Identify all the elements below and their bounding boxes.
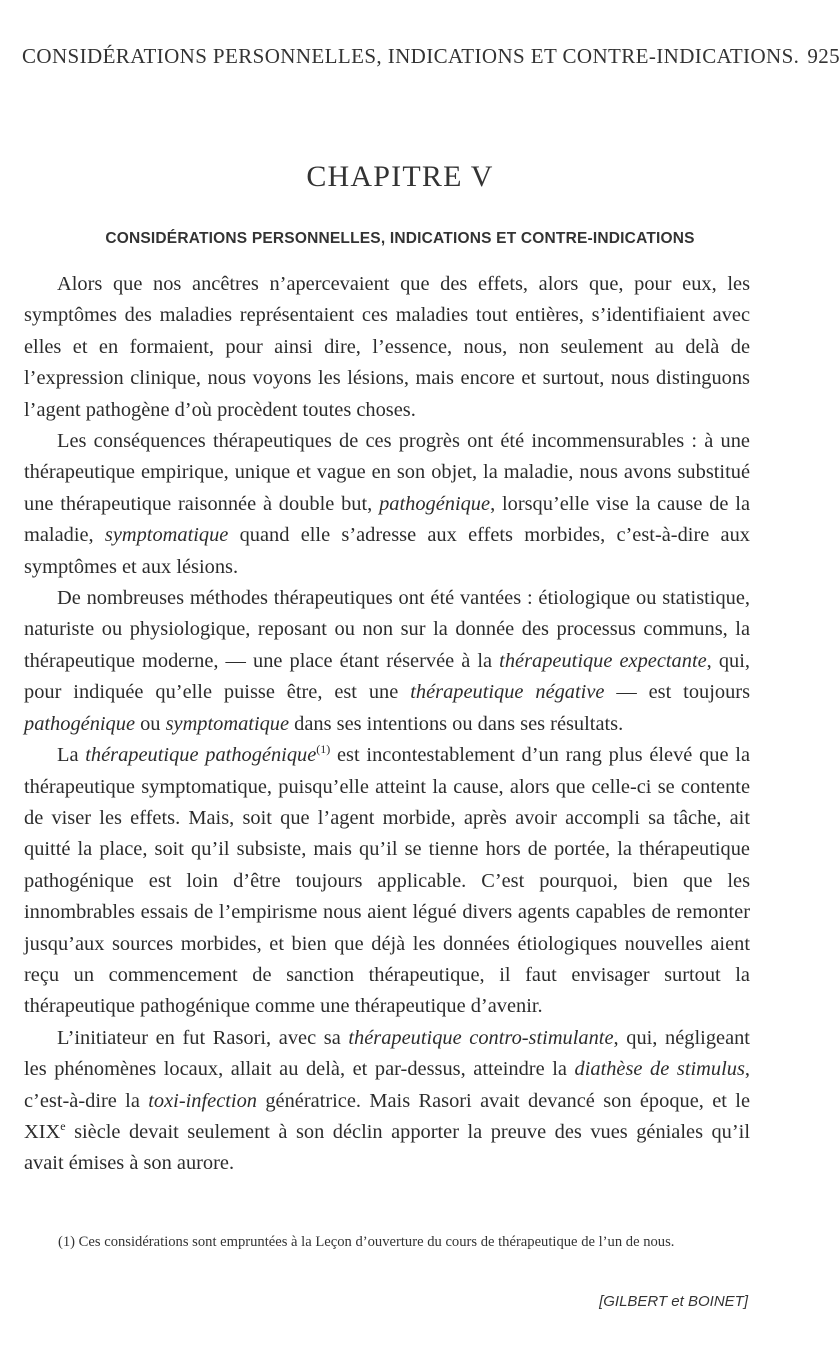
- footnote: [24, 1232, 750, 1252]
- italic-term: thérapeutique pathogénique: [85, 744, 317, 767]
- text-run: , lorsqu’elle vise la cause de la maladie,: [24, 492, 750, 547]
- text-run: L’initiateur en fut Rasori, avec sa: [57, 1026, 349, 1049]
- imprint: [GILBERT et BOINET]: [599, 1293, 748, 1310]
- footnote-marker: (1): [58, 1234, 76, 1250]
- text-run: , c’est-à-dire la: [24, 1058, 750, 1112]
- text-run: — est toujours: [604, 681, 751, 704]
- chapter-title: CHAPITRE V: [306, 160, 494, 193]
- italic-term: diathèse de stimulus: [574, 1058, 745, 1081]
- paragraph-1: Alors que nos ancêtres n’apercevaient que des effets, alors que, pour eux, les symptômes des maladies représentaient ces maladies tout entières, s’identifiaient avec elles et en formaient, pour ainsi dire, l’essence, nous, non seulement au delà de l’expression clinique, nous voyons les lésions, mais encore et surtout, nous distinguons l’agent pathogène d’où procèdent toutes choses.: [24, 273, 750, 421]
- text-run: génératrice. Mais Rasori avait devancé son époque, et le: [256, 1089, 751, 1112]
- text-run: De nombreuses méthodes thérapeutiques ont été vantées : étiologique ou statistique, naturiste ou physiologique, reposant ou non sur la donnée des processus communs, la thérapeutique moderne, — une place étant réservée à la: [24, 587, 750, 672]
- century-numeral: XIX: [24, 1120, 61, 1143]
- text-run: siècle devait seulement à son déclin apporter la preuve des vues géniales qu’il avait émises à son aurore.: [24, 1120, 750, 1175]
- text-run: , qui, pour indiquée qu’elle puisse être, est une: [24, 649, 750, 704]
- text-run: La: [57, 744, 86, 767]
- text-run: dans ses intentions ou dans ses résultats.: [289, 712, 624, 735]
- footnote-reference[interactable]: (1): [316, 742, 331, 757]
- italic-term: symptomatique: [104, 524, 229, 547]
- text-run: est incontestablement d’un rang plus élevé que la thérapeutique symptomatique, puisqu’elle atteint la cause, alors que celle-ci se contente de viser les effets. Mais, soit que l’agent morbide, après avoir accompli sa tâche, ait quitté la place, soit qu’il subsiste, mais qu’il se tienne hors de portée, la thérapeutique pathogénique est loin d’être toujours applicable. C’est pourquoi, bien que les innombrables essais de l’empirisme nous aient légué divers agents capables de remonter jusqu’aux sources morbides, et bien que déjà les données étiologiques nouvelles aient reçu un commencement de sanction thérapeutique, il faut envisager surtout la thérapeutique pathogénique comme une thérapeutique d’avenir.: [24, 744, 750, 1018]
- running-header: [22, 44, 840, 69]
- paragraph-5: [24, 1023, 750, 1180]
- ordinal-suffix: e: [60, 1119, 66, 1134]
- body-text: [24, 269, 750, 1180]
- paragraph-3: [24, 583, 750, 740]
- italic-term: thérapeutique expectante: [499, 649, 707, 672]
- paragraph-4: [24, 740, 750, 1023]
- italic-term: thérapeutique contro-stimulante: [348, 1026, 614, 1049]
- italic-term: pathogénique: [24, 712, 135, 735]
- chapter-subtitle: CONSIDÉRATIONS PERSONNELLES, INDICATIONS ET CONTRE-INDICATIONS: [105, 230, 695, 247]
- italic-term: thérapeutique négative: [410, 681, 605, 704]
- page-number: 925: [807, 44, 840, 68]
- text-run: , qui, négligeant les phénomènes locaux, allait au delà, et par-dessus, atteindre la: [24, 1026, 750, 1081]
- text-run: Les conséquences thérapeutiques de ces progrès ont été incommensurables : à une thérapeutique empirique, unique et vague en son objet, la maladie, nous avons substitué une thérapeutique raisonnée à double but,: [24, 430, 750, 515]
- italic-term: symptomatique: [165, 712, 290, 735]
- footnote-text: Ces considérations sont empruntées à la Leçon d’ouverture du cours de thérapeutique de l’un de nous.: [75, 1234, 675, 1250]
- text-run: ou: [135, 712, 166, 735]
- italic-term: toxi-infection: [148, 1089, 257, 1112]
- text-run: quand elle s’adresse aux effets morbides, c’est-à-dire aux symptômes et aux lésions.: [24, 524, 750, 578]
- italic-term: pathogénique: [379, 492, 491, 515]
- running-title: CONSIDÉRATIONS PERSONNELLES, INDICATIONS ET CONTRE-INDICATIONS.: [22, 44, 800, 68]
- paragraph-2: [24, 426, 750, 583]
